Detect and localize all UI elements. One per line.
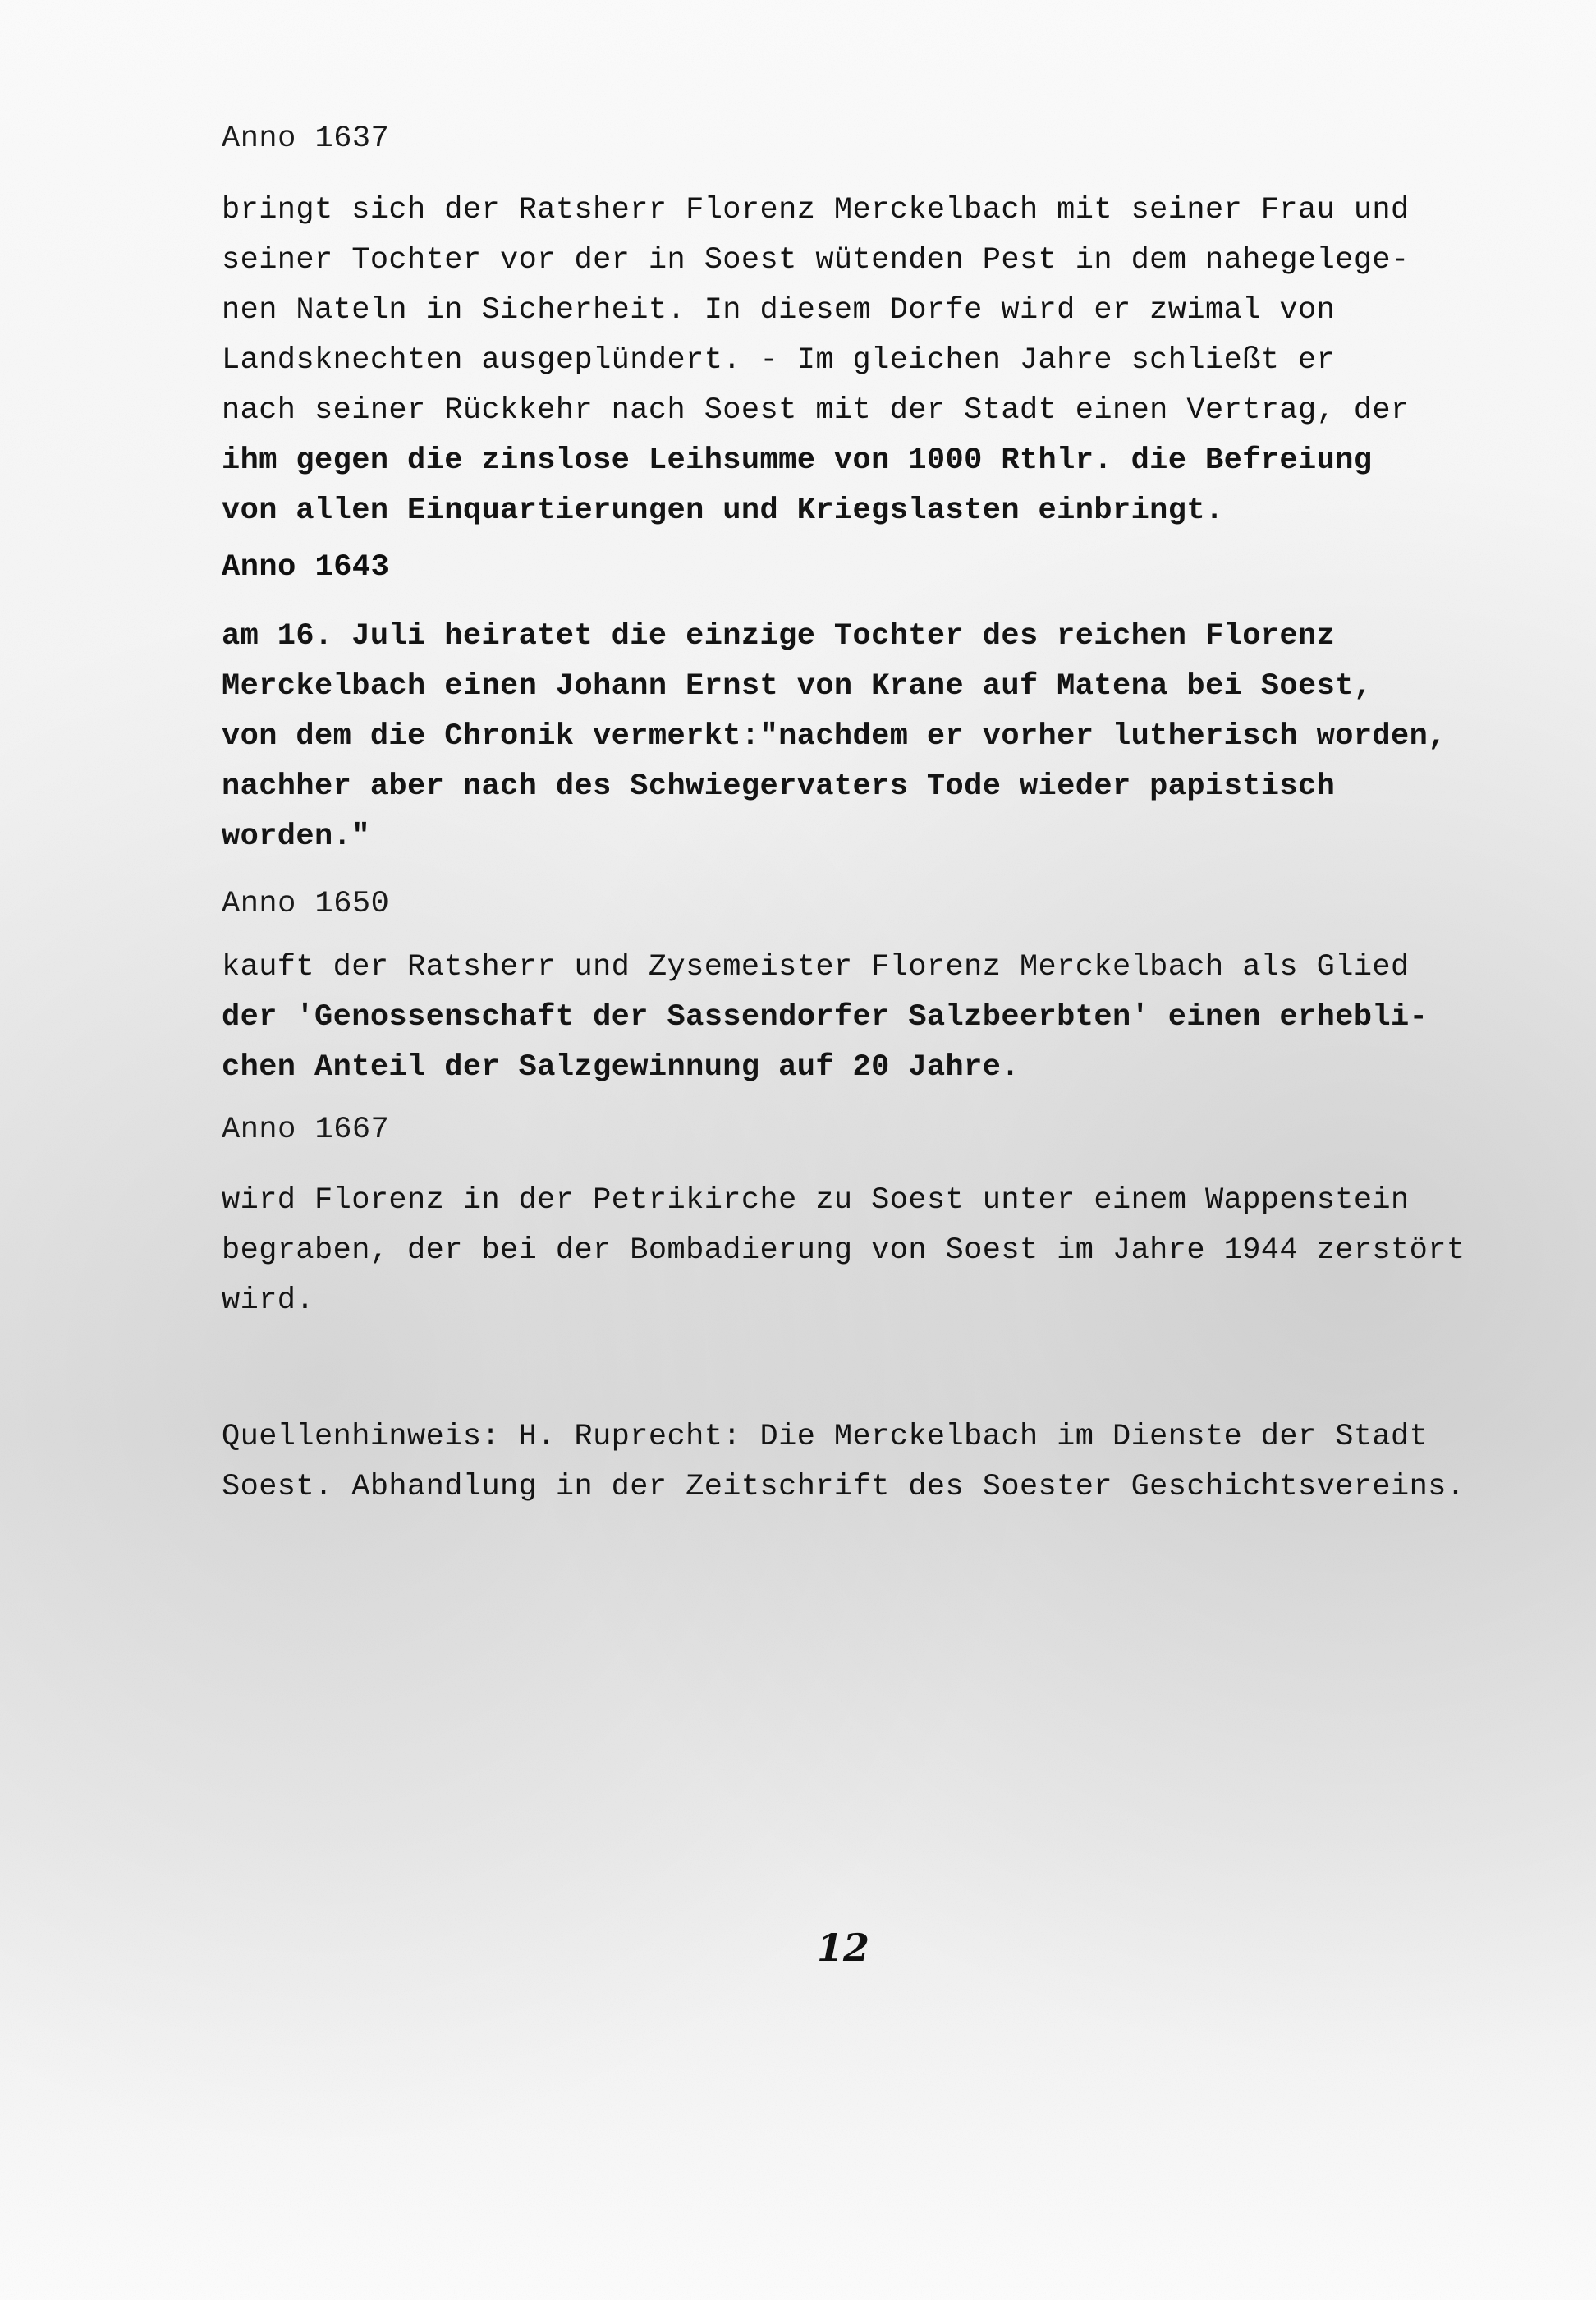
source-note-line: Quellenhinweis: H. Ruprecht: Die Merckelbach im Dienste der Stadt — [222, 1420, 1429, 1454]
section-heading-1650: Anno 1650 — [222, 887, 390, 921]
text-line: wird Florenz in der Petrikirche zu Soest unter einem Wappenstein — [222, 1183, 1410, 1218]
section-heading-1667: Anno 1667 — [222, 1113, 390, 1147]
text-line: von dem die Chronik vermerkt:"nachdem er vorher lutherisch worden, — [222, 719, 1447, 754]
text-line: von allen Einquartierungen und Kriegslasten einbringt. — [222, 494, 1224, 528]
text-line: der 'Genossenschaft der Sassendorfer Salzbeerbten' einen erhebli- — [222, 1000, 1429, 1035]
section-paragraph-1667 — [222, 1176, 1465, 1326]
section-heading-1643: Anno 1643 — [222, 550, 390, 585]
text-line: am 16. Juli heiratet die einzige Tochter des reichen Florenz — [222, 619, 1336, 654]
text-line: nach seiner Rückkehr nach Soest mit der Stadt einen Vertrag, der — [222, 393, 1410, 428]
text-line: nachher aber nach des Schwiegervaters Tode wieder papistisch — [222, 769, 1336, 804]
text-line: seiner Tochter vor der in Soest wütenden Pest in dem nahegelege- — [222, 243, 1410, 278]
text-line: ihm gegen die zinslose Leihsumme von 1000 Rthlr. die Befreiung — [222, 443, 1373, 478]
text-line: kauft der Ratsherr und Zysemeister Florenz Merckelbach als Glied — [222, 950, 1410, 985]
text-line: chen Anteil der Salzgewinnung auf 20 Jahre. — [222, 1050, 1020, 1085]
source-note — [222, 1412, 1465, 1513]
text-line: Landsknechten ausgeplündert. - Im gleichen Jahre schließt er — [222, 343, 1336, 378]
section-paragraph-1643 — [222, 612, 1447, 862]
text-line: begraben, der bei der Bombadierung von Soest im Jahre 1944 zerstört — [222, 1233, 1465, 1268]
source-note-line: Soest. Abhandlung in der Zeitschrift des Soester Geschichtsvereins. — [222, 1470, 1465, 1504]
text-line: bringt sich der Ratsherr Florenz Merckelbach mit seiner Frau und — [222, 193, 1410, 227]
text-line: nen Nateln in Sicherheit. In diesem Dorfe wird er zwimal von — [222, 293, 1336, 328]
section-paragraph-1650 — [222, 943, 1428, 1093]
section-paragraph-1637 — [222, 186, 1410, 536]
section-heading-1637: Anno 1637 — [222, 122, 390, 156]
page-number: 12 — [817, 1926, 870, 1970]
text-line: wird. — [222, 1283, 315, 1318]
text-line: worden." — [222, 819, 370, 854]
text-line: Merckelbach einen Johann Ernst von Krane auf Matena bei Soest, — [222, 669, 1373, 704]
